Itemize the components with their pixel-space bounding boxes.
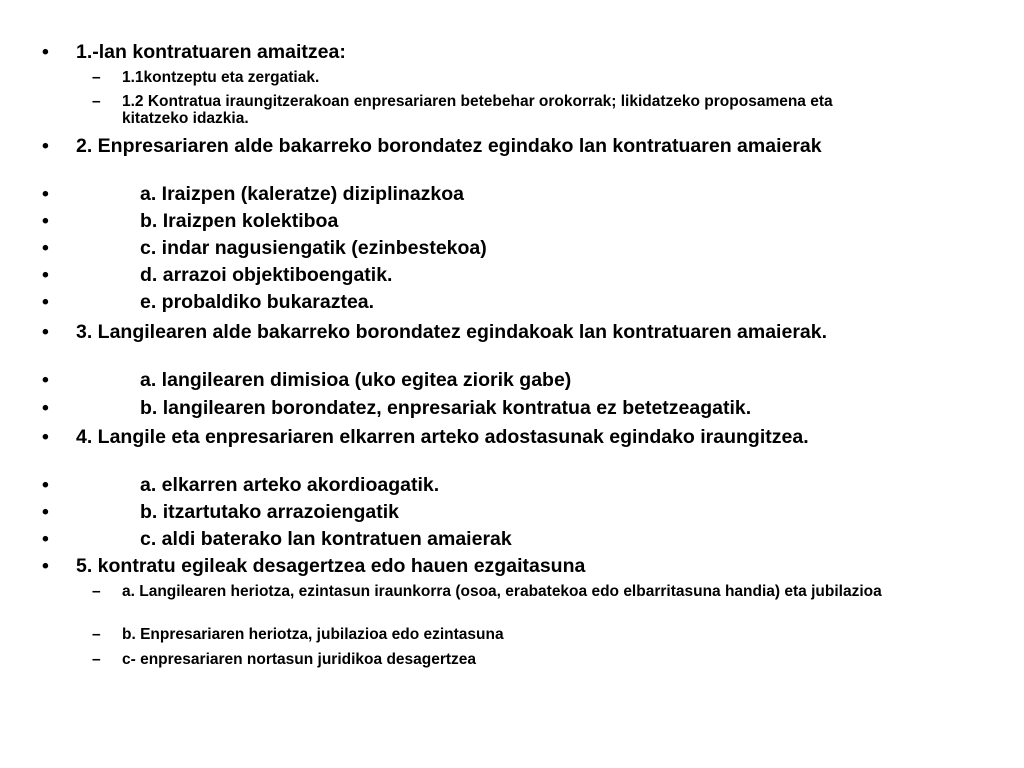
bullet-icon: • <box>42 183 49 205</box>
item-text: 1.1kontzeptu eta zergatiak. <box>122 69 320 86</box>
bullet-icon: • <box>42 528 49 550</box>
item-text: b. langilearen borondatez, enpresariak kontratua ez betetzeagatik. <box>140 397 752 419</box>
bullet-icon: • <box>42 397 49 419</box>
dash-icon: – <box>92 93 101 110</box>
item-text: a. Iraizpen (kaleratze) diziplinazkoa <box>140 183 465 205</box>
item-text: a. langilearen dimisioa (uko egitea ziorik gabe) <box>140 369 572 391</box>
item-text: c. indar nagusiengatik (ezinbestekoa) <box>140 237 487 259</box>
item-text: c- enpresariaren nortasun juridikoa desagertzea <box>122 651 477 668</box>
item-text: a. Langilearen heriotza, ezintasun iraunkorra (osoa, erabatekoa edo elbarritasuna handia) eta jubilazioa <box>122 583 882 600</box>
dash-icon: – <box>92 69 101 86</box>
bullet-icon: • <box>42 321 49 343</box>
dash-icon: – <box>92 626 101 643</box>
item-text: 1.2 Kontratua iraungitzerakoan enpresariaren betebehar orokorrak; likidatzeko proposamena eta kitatzeko idazkia. <box>122 93 833 127</box>
item-text: d. arrazoi objektiboengatik. <box>140 264 393 286</box>
dash-icon: – <box>92 651 101 668</box>
dash-icon: – <box>92 583 101 600</box>
item-text: b. itzartutako arrazoiengatik <box>140 501 399 523</box>
item-text: 2. Enpresariaren alde bakarreko borondatez egindako lan kontratuaren amaierak <box>76 135 822 157</box>
item-text: 3. Langilearen alde bakarreko borondatez egindakoak lan kontratuaren amaierak. <box>76 321 828 343</box>
item-text: a. elkarren arteko akordioagatik. <box>140 474 440 496</box>
bullet-icon: • <box>42 135 49 157</box>
bullet-icon: • <box>42 555 49 577</box>
item-text: b. Enpresariaren heriotza, jubilazioa edo ezintasuna <box>122 626 504 643</box>
item-text: 4. Langile eta enpresariaren elkarren arteko adostasunak egindako iraungitzea. <box>76 426 809 448</box>
item-text: 1.-lan kontratuaren amaitzea: <box>76 41 346 63</box>
bullet-icon: • <box>42 501 49 523</box>
item-text: 5. kontratu egileak desagertzea edo hauen ezgaitasuna <box>76 555 586 577</box>
bullet-icon: • <box>42 369 49 391</box>
bullet-icon: • <box>42 41 49 63</box>
bullet-icon: • <box>42 291 49 313</box>
bullet-icon: • <box>42 210 49 232</box>
bullet-icon: • <box>42 474 49 496</box>
item-text: b. Iraizpen kolektiboa <box>140 210 339 232</box>
item-text: e. probaldiko bukaraztea. <box>140 291 375 313</box>
bullet-icon: • <box>42 426 49 448</box>
bullet-icon: • <box>42 264 49 286</box>
item-text: c. aldi baterako lan kontratuen amaierak <box>140 528 512 550</box>
bullet-icon: • <box>42 237 49 259</box>
